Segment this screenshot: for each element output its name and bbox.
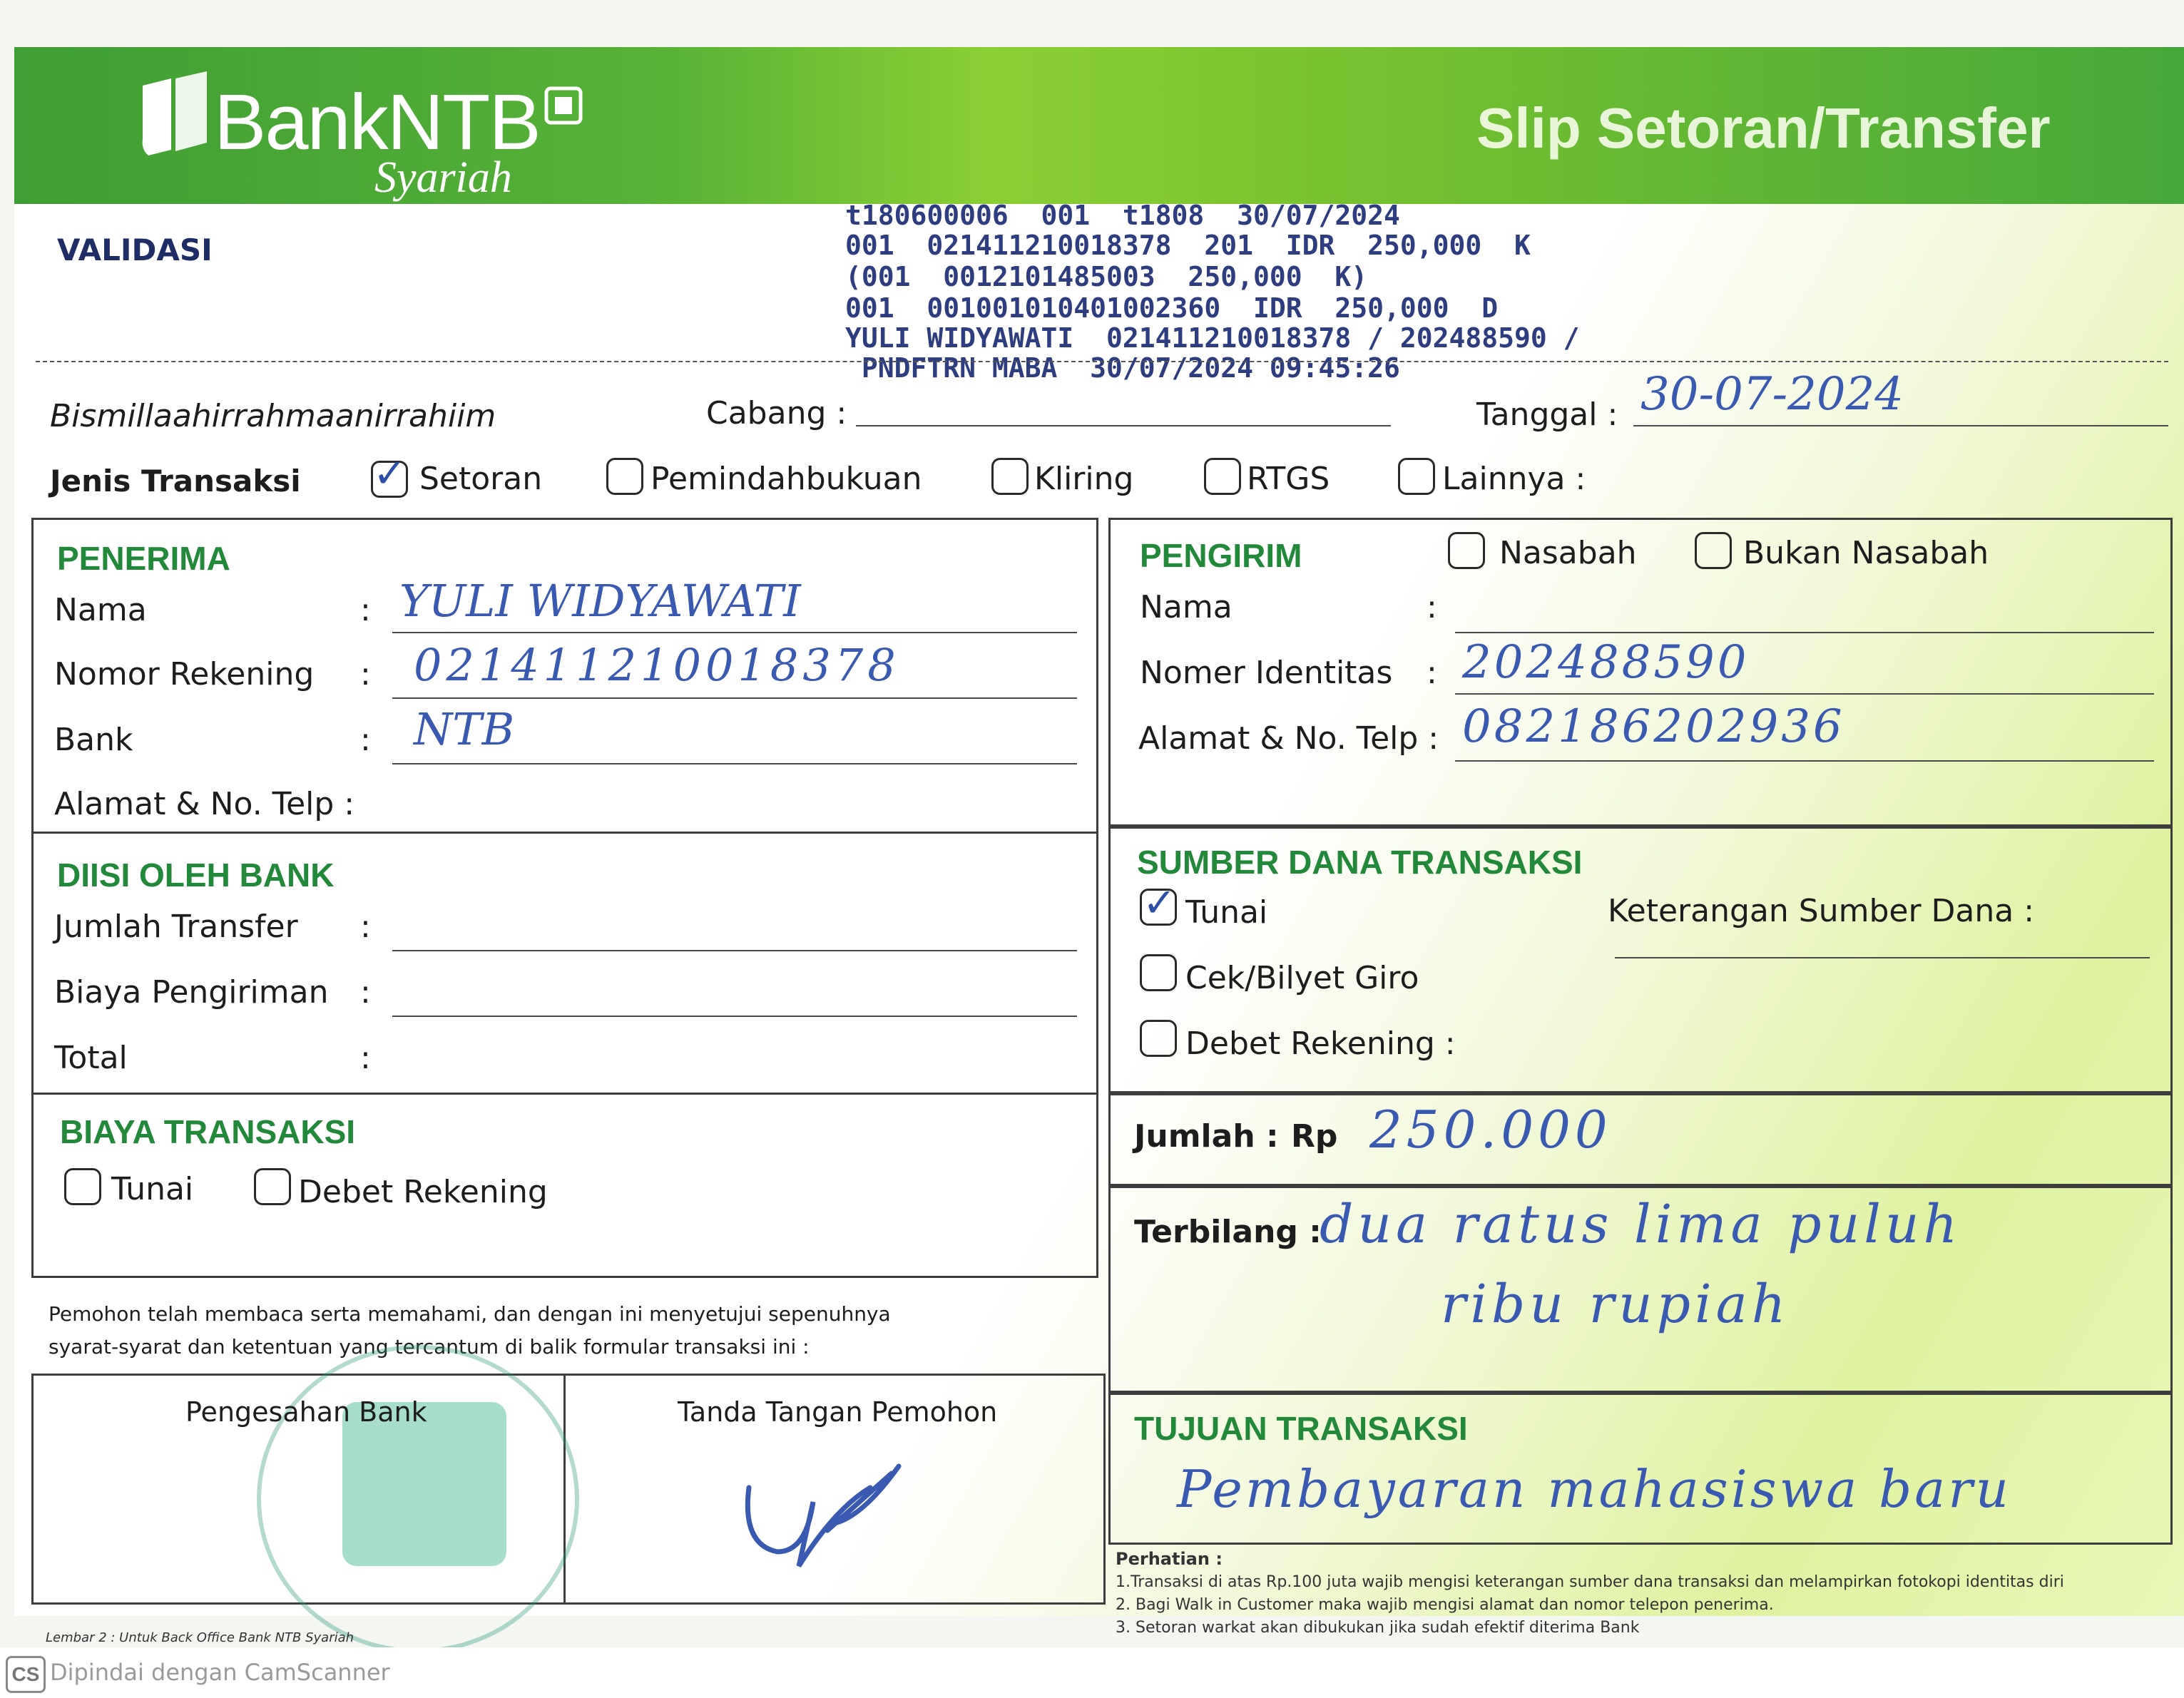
pengirim-alamat-label: Alamat & No. Telp : [1138, 720, 1439, 757]
validasi-line-4: 001 001001010401002360 IDR 250,000 D [845, 292, 1499, 324]
pengesahan-bank-label: Pengesahan Bank [185, 1396, 427, 1428]
perhatian-title: Perhatian : [1116, 1549, 1223, 1569]
sumber-tunai-label: Tunai [1185, 894, 1268, 931]
tanggal-value[interactable]: 30-07-2024 [1640, 368, 1904, 421]
debet-rekening-label: Debet Rekening : [1185, 1026, 1456, 1062]
penerima-rek-value[interactable]: 021411210018378 [414, 639, 900, 691]
check-mark-icon: ✓ [1143, 880, 1176, 926]
lembar-note: Lembar 2 : Untuk Back Office Bank NTB Syariah [46, 1630, 354, 1645]
terbilang-line-1[interactable]: dua ratus lima puluh [1320, 1194, 1962, 1255]
cek-giro-label: Cek/Bilyet Giro [1185, 960, 1419, 996]
tujuan-title: TUJUAN TRANSAKSI [1134, 1410, 1468, 1447]
perhatian-item-3: 3. Setoran warkat akan dibukukan jika sudah efektif diterima Bank [1116, 1619, 1640, 1637]
total-label: Total [54, 1040, 128, 1076]
validasi-line-6: PNDFTRN MABA 30/07/2024 09:45:26 [845, 352, 1400, 384]
pengirim-nama-line [1455, 632, 2154, 633]
debet-rekening-checkbox[interactable] [1140, 1020, 1177, 1057]
perhatian-item-2: 2. Bagi Walk in Customer maka wajib mengisi alamat dan nomor telepon penerima. [1116, 1596, 1774, 1614]
jenis-transaksi-label: Jenis Transaksi [50, 464, 301, 498]
agreement-line-2: syarat-syarat dan ketentuan yang tercantum di balik formular transaksi ini : [49, 1335, 810, 1359]
jumlah-value[interactable]: 250.000 [1369, 1100, 1612, 1160]
colon: : [360, 1040, 371, 1076]
colon: : [360, 656, 371, 692]
setoran-label: Setoran [419, 461, 543, 497]
signature-icon [728, 1445, 913, 1587]
cabang-label: Cabang : [706, 395, 847, 431]
bismillah-text: Bismillaahirrahmaanirrahiim [50, 398, 496, 434]
sumber-dana-title: SUMBER DANA TRANSAKSI [1137, 844, 1583, 881]
bukan-nasabah-label: Bukan Nasabah [1743, 535, 1989, 571]
pengirim-alamat-value[interactable]: 082186202936 [1462, 700, 1845, 753]
penerima-nama-label: Nama [54, 592, 147, 628]
tanggal-label: Tanggal : [1476, 397, 1618, 433]
validasi-line-3: (001 0012101485003 250,000 K) [845, 261, 1368, 292]
penerima-bank-line [392, 763, 1077, 764]
jumlah-label: Jumlah : [1134, 1118, 1279, 1155]
validasi-label: VALIDASI [57, 232, 213, 267]
biaya-pengiriman-label: Biaya Pengiriman [54, 974, 329, 1011]
check-mark-icon: ✓ [373, 451, 407, 497]
tujuan-value[interactable]: Pembayaran mahasiswa baru [1177, 1459, 2011, 1519]
logo-badge-icon [544, 86, 583, 126]
camscanner-watermark: Dipindai dengan CamScanner [50, 1659, 390, 1686]
left-divider-1 [31, 832, 1096, 834]
keterangan-sumber-label: Keterangan Sumber Dana : [1608, 893, 2035, 929]
pengirim-id-value[interactable]: 202488590 [1462, 636, 1750, 689]
pengirim-nama-label: Nama [1140, 589, 1233, 625]
penerima-bank-label: Bank [54, 722, 133, 758]
cabang-line [856, 425, 1391, 426]
colon: : [1427, 655, 1437, 691]
perhatian-item-1: 1.Transaksi di atas Rp.100 juta wajib mengisi keterangan sumber dana transaksi dan melampirkan fotokopi identitas diri [1116, 1573, 2064, 1591]
biaya-transaksi-title: BIAYA TRANSAKSI [60, 1113, 356, 1150]
camscanner-logo-icon: CS [6, 1656, 46, 1693]
agreement-line-1: Pemohon telah membaca serta memahami, dan dengan ini menyetujui sepenuhnya [49, 1302, 891, 1326]
jumlah-transfer-label: Jumlah Transfer [54, 909, 298, 945]
penerima-nama-line [392, 632, 1077, 633]
slip-title: Slip Setoran/Transfer [1476, 96, 2051, 160]
validasi-line-1: t180600006 001 t1808 30/07/2024 [845, 200, 1400, 231]
penerima-nama-value[interactable]: YULI WIDYAWATI [399, 575, 801, 627]
colon: : [360, 974, 371, 1011]
rtgs-checkbox[interactable] [1204, 458, 1241, 495]
biaya-tunai-label: Tunai [111, 1171, 194, 1207]
validasi-line-2: 001 021411210018378 201 IDR 250,000 K [845, 230, 1531, 261]
keterangan-sumber-line [1615, 957, 2150, 958]
jumlah-currency: Rp [1291, 1118, 1338, 1155]
pengirim-id-line [1455, 693, 2154, 695]
biaya-tunai-checkbox[interactable] [64, 1168, 101, 1205]
left-divider-2 [31, 1093, 1096, 1095]
lainnya-label: Lainnya : [1442, 461, 1586, 497]
kliring-checkbox[interactable] [991, 458, 1029, 495]
cek-giro-checkbox[interactable] [1140, 954, 1177, 991]
penerima-rek-label: Nomor Rekening [54, 656, 315, 692]
penerima-rek-line [392, 697, 1077, 699]
kliring-label: Kliring [1034, 461, 1134, 497]
colon: : [360, 592, 371, 628]
bukan-nasabah-checkbox[interactable] [1695, 532, 1732, 569]
tanda-tangan-label: Tanda Tangan Pemohon [678, 1396, 998, 1428]
biaya-debet-label: Debet Rekening [298, 1174, 548, 1210]
nasabah-label: Nasabah [1499, 535, 1637, 571]
tanggal-line [1633, 425, 2168, 426]
biaya-pengiriman-line [392, 1016, 1077, 1017]
pengirim-id-label: Nomer Identitas [1140, 655, 1393, 691]
rtgs-label: RTGS [1247, 461, 1330, 497]
bank-name: BankNTB [214, 78, 540, 166]
jumlah-transfer-line [392, 950, 1077, 951]
colon: : [360, 909, 371, 945]
bank-subtitle: Syariah [374, 153, 512, 202]
pengirim-alamat-line [1455, 760, 2154, 762]
colon: : [1427, 589, 1437, 625]
bank-logo-icon [136, 71, 214, 161]
validasi-divider [36, 361, 2168, 362]
penerima-bank-value[interactable]: NTB [414, 703, 515, 755]
biaya-debet-checkbox[interactable] [254, 1168, 291, 1205]
terbilang-line-2[interactable]: ribu rupiah [1441, 1274, 1790, 1335]
slip-header [14, 47, 2184, 204]
terbilang-label: Terbilang : [1134, 1214, 1322, 1250]
diisi-title: DIISI OLEH BANK [57, 856, 335, 894]
colon: : [360, 722, 371, 758]
lainnya-checkbox[interactable] [1398, 458, 1435, 495]
pemindahbukuan-checkbox[interactable] [606, 458, 643, 495]
pengirim-title: PENGIRIM [1140, 537, 1302, 574]
pemindahbukuan-label: Pemindahbukuan [650, 461, 922, 497]
transfer-slip [14, 47, 2184, 1645]
penerima-title: PENERIMA [57, 540, 230, 577]
nasabah-checkbox[interactable] [1448, 532, 1485, 569]
penerima-alamat-label: Alamat & No. Telp : [54, 786, 355, 822]
validasi-line-5: YULI WIDYAWATI 021411210018378 / 202488590 / [845, 322, 1580, 354]
